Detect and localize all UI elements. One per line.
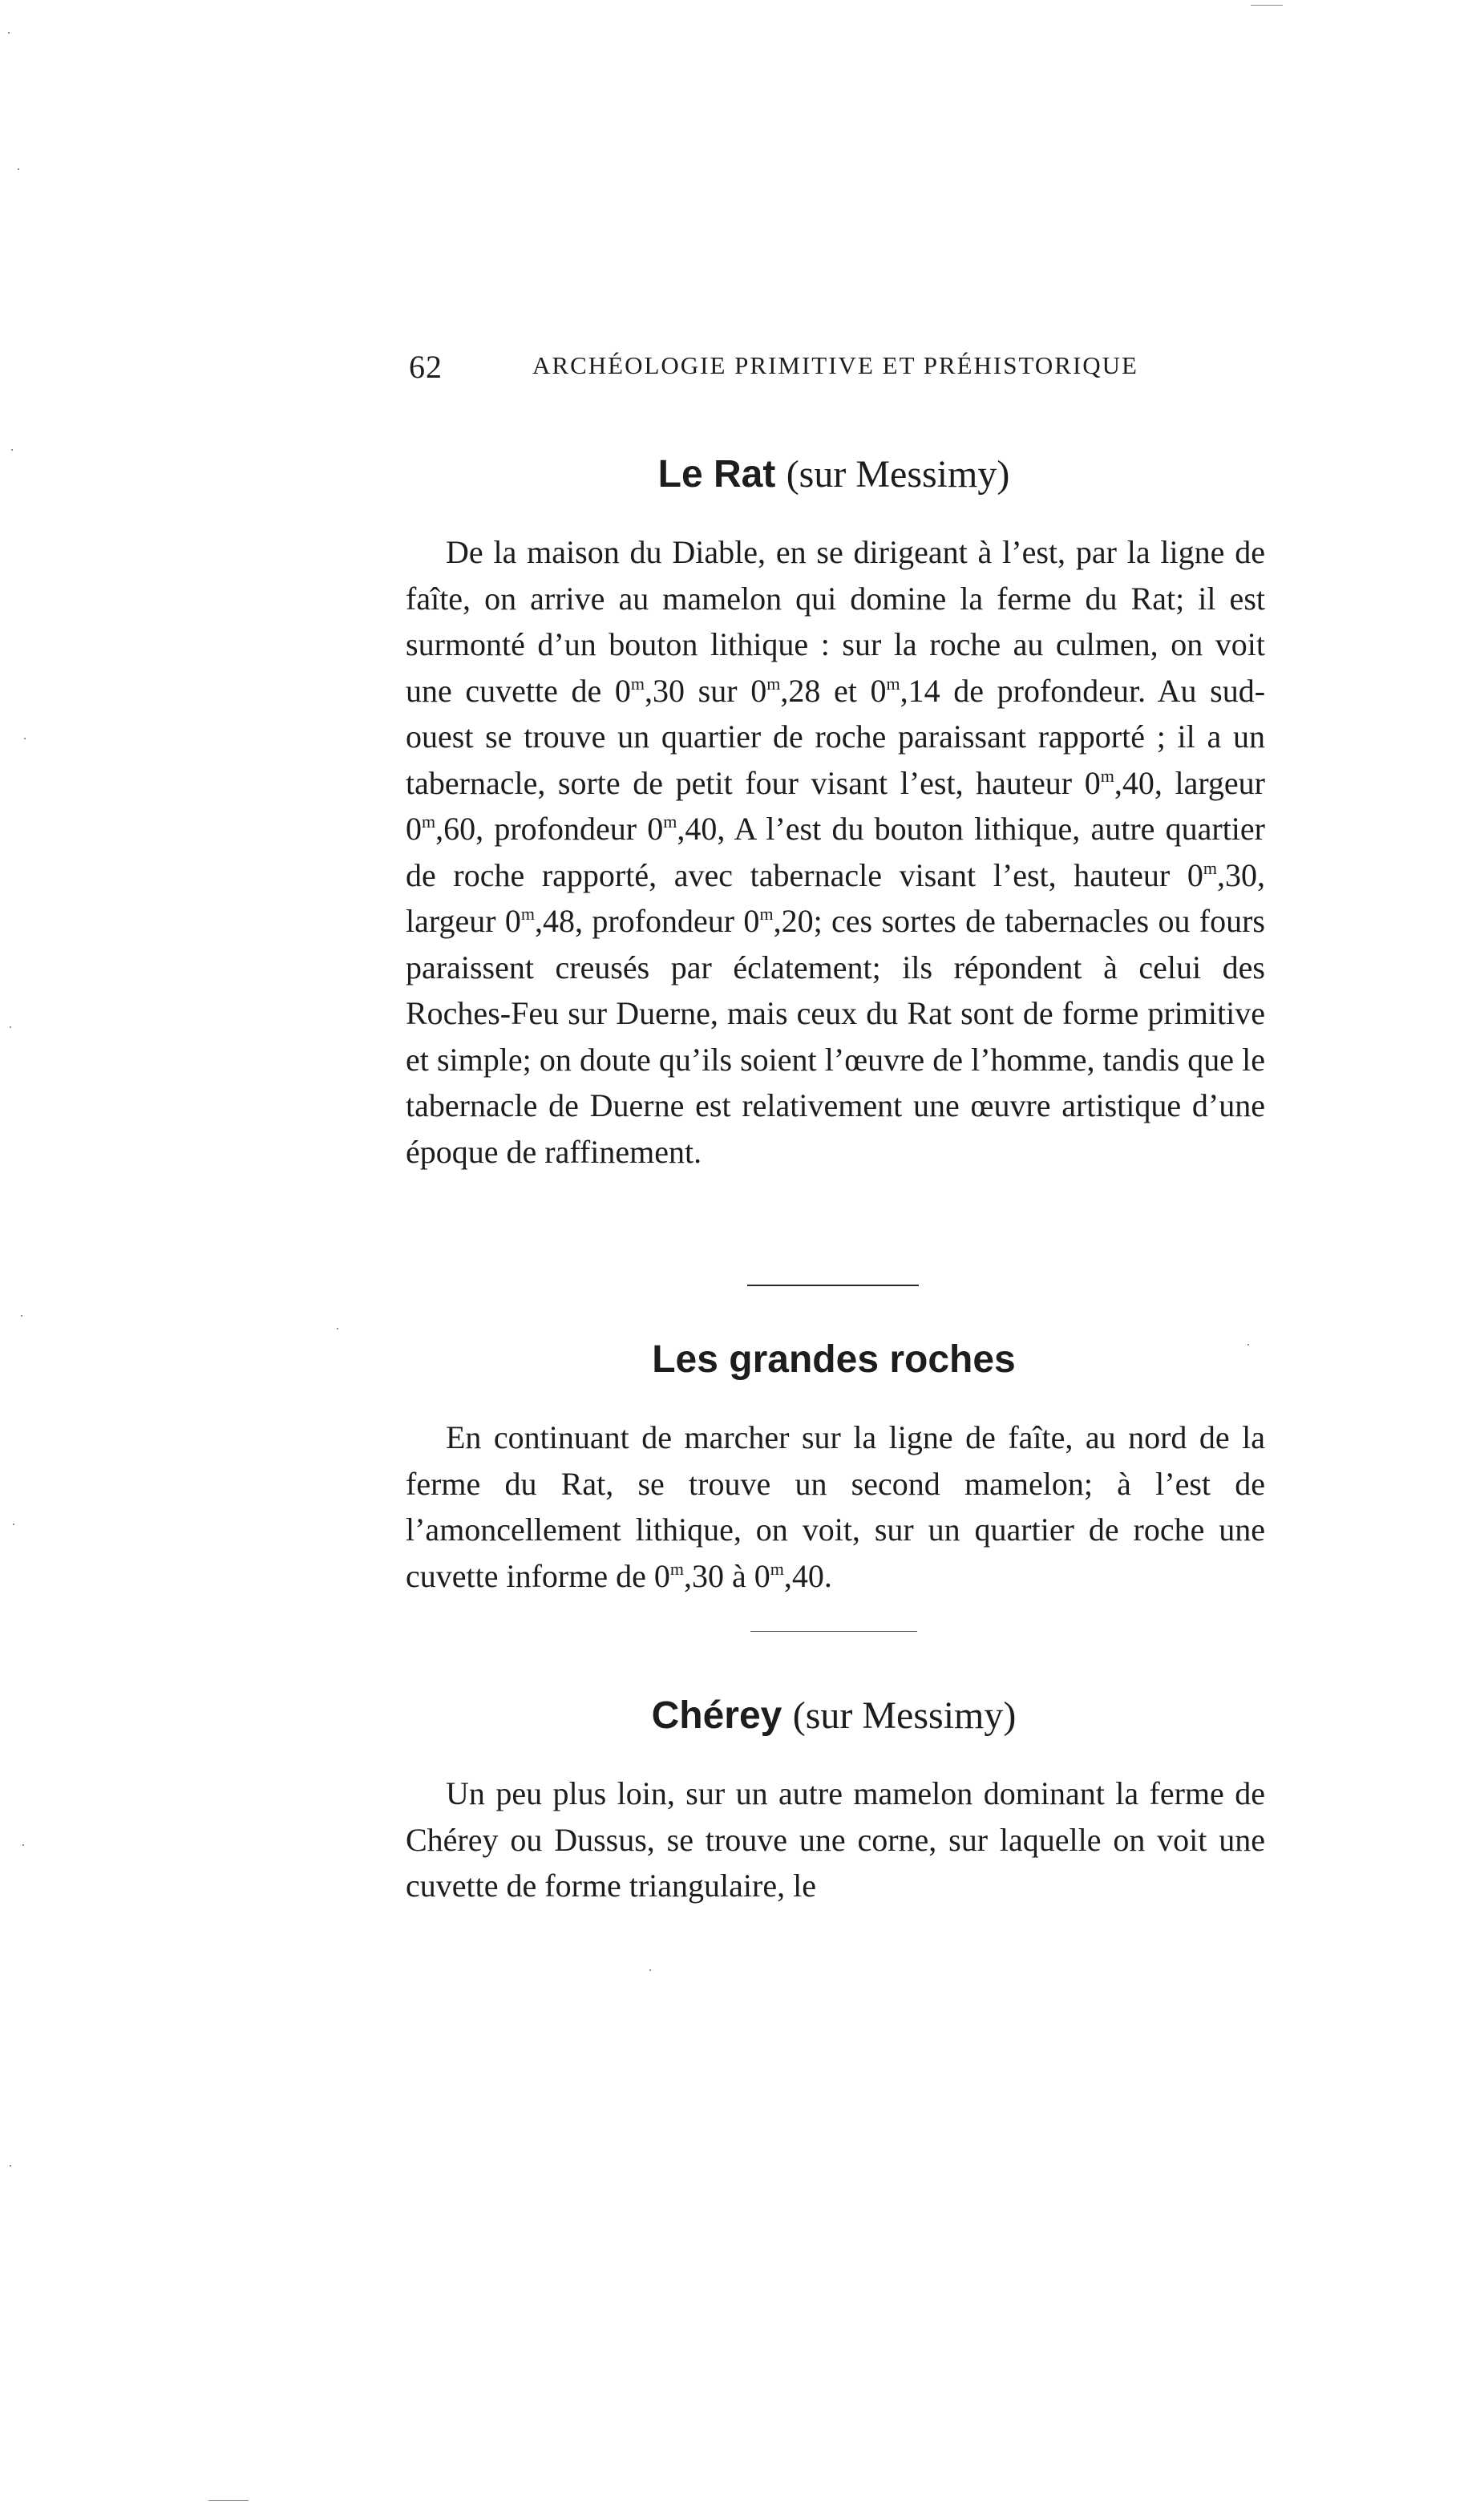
page-number: 62: [409, 349, 443, 385]
section-title-qualifier: (sur Messimy): [792, 1694, 1017, 1737]
section-title-qualifier: (sur Messimy): [786, 453, 1010, 496]
section-title-les-grandes-roches: [401, 1338, 1267, 1381]
section-divider: [750, 1631, 917, 1632]
running-title: ARCHÉOLOGIE PRIMITIVE ET PRÉHISTORIQUE: [532, 351, 1138, 379]
section-title-main: Le Rat: [657, 453, 776, 496]
section-divider: [747, 1285, 919, 1286]
paragraph-le-rat: De la maison du Diable, en se dirigeant à l’est, par la ligne de faîte, on arrive au mamelon qui domine la ferme du Rat; il est surmonté d’un bouton lithique : sur la roche au culmen, on voit une cuvette de 0$^m$,30 sur 0$^m$,28 et 0$^m$,14 de profondeur. Au sud-ouest se trouve un quartier de roche paraissant rapporté ; il a un tabernacle, sorte de petit four visant l’est, hauteur 0$^m$,40, largeur 0$^m$,60, profondeur 0$^m$,40, A l’est du bouton lithique, autre quartier de roche rapporté, avec tabernacle visant l’est, hauteur 0$^m$,30, largeur 0$^m$,48, profondeur 0$^m$,20; ces sortes de tabernacles ou fours paraissent creusés par éclatement; ils répondent à celui des Roches-Feu sur Duerne, mais ceux du Rat sont de forme primitive et simple; on doute qu’ils soient l’œuvre de l’homme, tandis que le tabernacle de Duerne est relativement une œuvre artistique d’une époque de raffinement.: [406, 534, 1266, 1170]
page-header: [409, 348, 1154, 393]
section-title-main: Chérey: [651, 1694, 782, 1737]
section-title-cherey: [401, 1694, 1267, 1737]
paragraph-les-grandes-roches: En continuant de marcher sur la ligne de faîte, au nord de la ferme du Rat, se trouve un second mamelon; à l’est de l’amoncellement lithique, on voit, sur un quartier de roche une cuvette informe de 0$^m$,30 à 0$^m$,40.: [406, 1419, 1265, 1594]
section-title-main: Les grandes roches: [652, 1338, 1016, 1381]
paragraph-cherey: Un peu plus loin, sur un autre mamelon dominant la ferme de Chérey ou Dussus, se trouve une corne, sur laquelle on voit une cuvette de forme triangulaire, le: [406, 1775, 1265, 1904]
section-title-le-rat: [401, 455, 1267, 494]
